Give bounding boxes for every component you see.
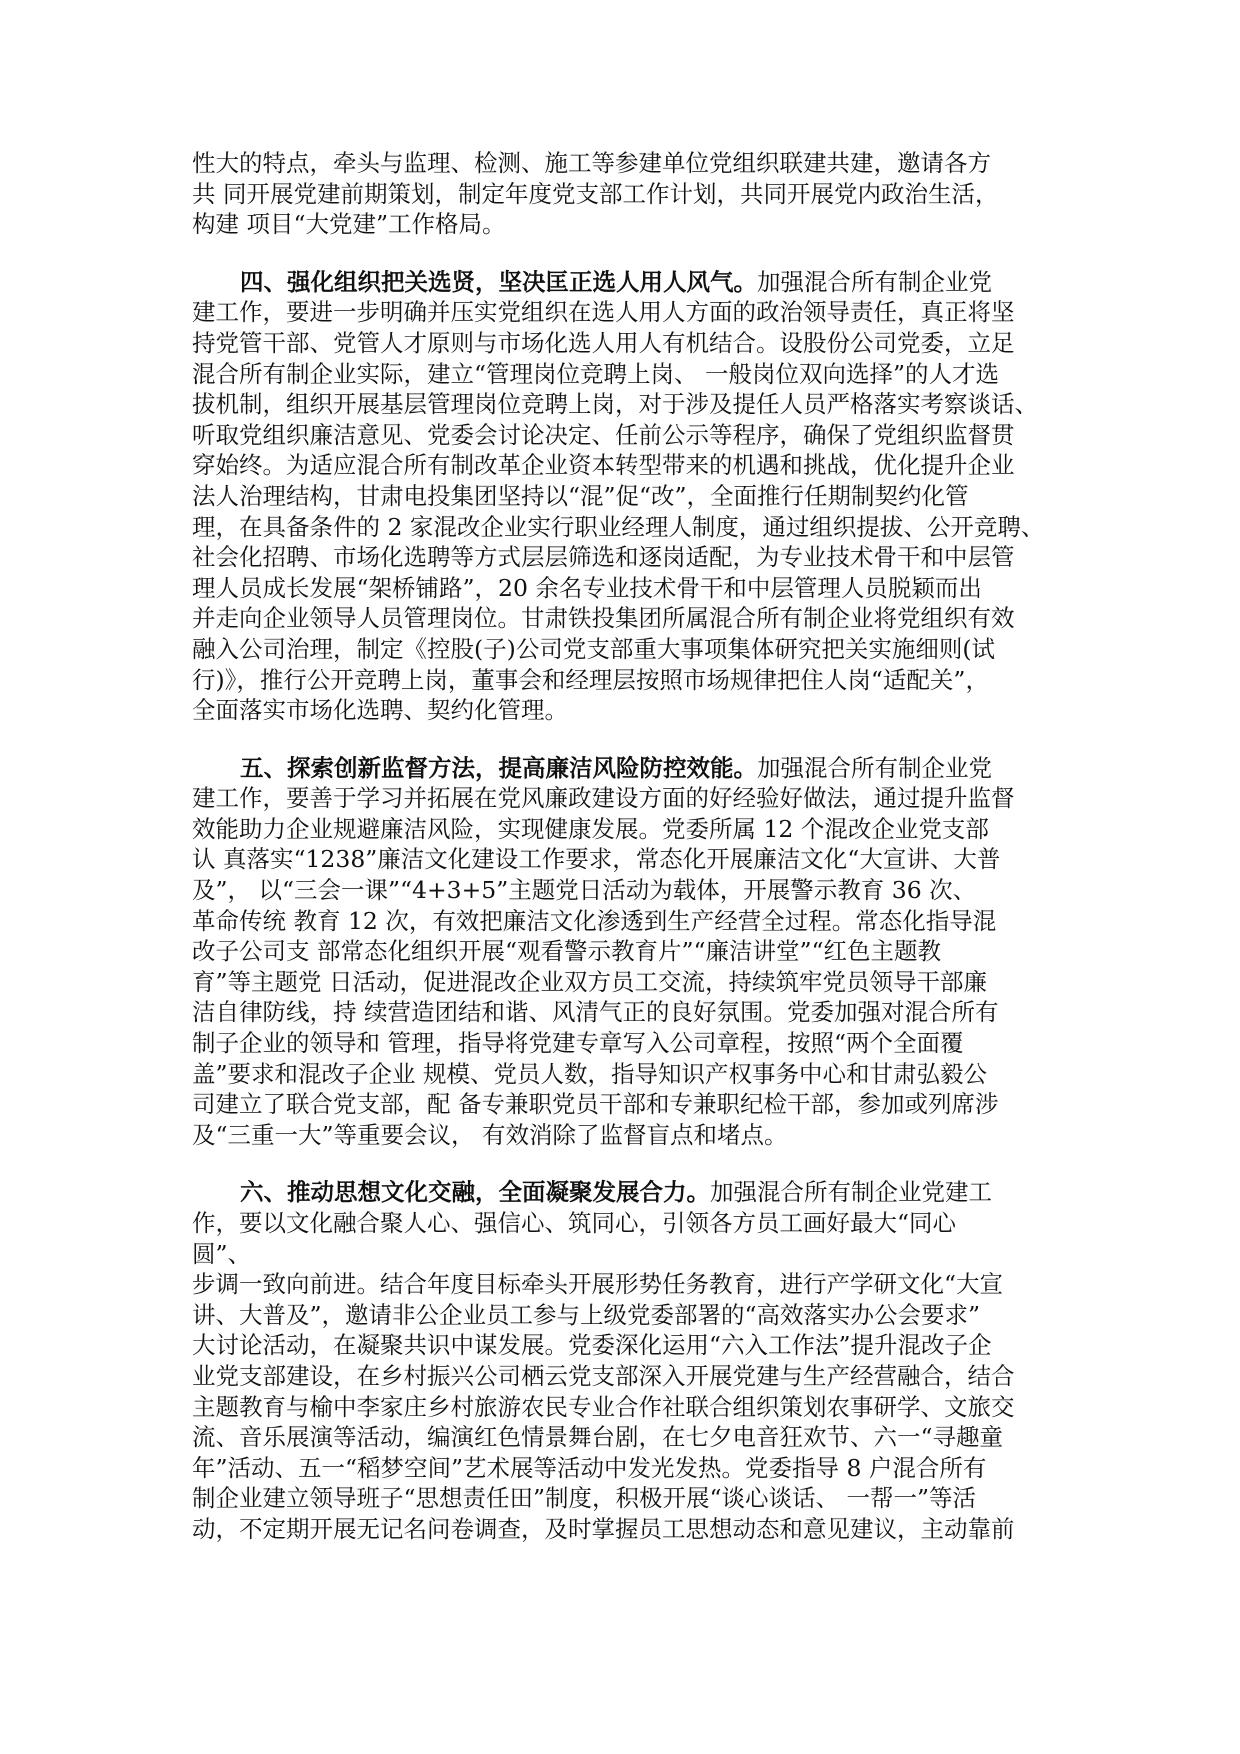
paragraph-section-6 [192, 1177, 1052, 1544]
text-line: 盖”要求和混改子企业 规模、党员人数，指导知识产权事务中心和甘肃弘毅公 [192, 1059, 987, 1088]
text-line: 理，在具备条件的 2 家混改企业实行职业经理人制度，通过组织提拔、公开竞聘、 [192, 512, 1045, 541]
text-line: 理人员成长发展“架桥铺路”，20 余名专业技术骨干和中层管理人员脱颖而出 [192, 573, 982, 602]
text-line: 建工作，要进一步明确并压实党组织在选人用人方面的政治领导责任，真正将坚 [192, 298, 1015, 327]
text-line: 制企业建立领导班子“思想责任田”制度，积极开展“谈心谈话、 一帮一”等活 [192, 1484, 977, 1513]
text-line: 社会化招聘、市场化选聘等方式层层筛选和逐岗适配，为专业技术骨干和中层管 [192, 543, 1015, 572]
text-line: 讲、大普及”，邀请非公企业员工参与上级党委部署的“高效落实办公会要求” [192, 1300, 981, 1329]
text-line [192, 753, 1052, 784]
text-line: 改子公司支 部常态化组织开展“观看警示教育片”“廉洁讲堂”“红色主题教 [192, 937, 942, 966]
paragraph-continuation [192, 148, 1052, 240]
paragraph-section-4 [192, 267, 1052, 726]
text-line: 融入公司治理，制定《控股(子)公司党支部重大事项集体研究把关实施细则(试 [192, 634, 996, 663]
text-line: 圆”、 [192, 1239, 252, 1268]
text-line: 动，不定期开展无记名问卷调查，及时掌握员工思想动态和意见建议，主动靠前 [192, 1514, 1015, 1543]
text-line: 认 真落实“1238”廉洁文化建设工作要求，常态化开展廉洁文化“大宣讲、大普 [192, 845, 1001, 874]
text-line: 育”等主题党 日活动，促进混改企业双方员工交流，持续筑牢党员领导干部廉 [192, 967, 987, 996]
text-line: 及“三重一大”等重要会议， 有效消除了监督盲点和堵点。 [192, 1120, 788, 1149]
paragraph-section-5 [192, 753, 1052, 1151]
text-line: 效能助力企业规避廉洁风险，实现健康发展。党委所属 12 个混改企业党支部 [192, 814, 989, 843]
text-run: 加强混合所有制企业党 [757, 753, 992, 782]
text-line: 洁自律防线，持 续营造团结和谐、风清气正的良好氛围。党委加强对混合所有 [192, 998, 999, 1027]
text-line: 年”活动、五一“稻梦空间”艺术展等活动中发光发热。党委指导 8 户混合所有 [192, 1453, 987, 1482]
text-line: 法人治理结构，甘肃电投集团坚持以“混”促“改”，全面推行任期制契约化管 [192, 481, 969, 510]
text-line: 建工作，要善于学习并拓展在党风廉政建设方面的好经验好做法，通过提升监督 [192, 784, 1015, 813]
text-line: 主题教育与榆中李家庄乡村旅游农民专业合作社联合组织策划农事研学、文旅交 [192, 1392, 1015, 1421]
text-line: 全面落实市场化选聘、契约化管理。 [192, 696, 568, 725]
text-line: 性大的特点，牵头与监理、检测、施工等参建单位党组织联建共建，邀请各方 [192, 149, 991, 177]
text-line: 听取党组织廉洁意见、党委会讨论决定、任前公示等程序，确保了党组织监督贯 [192, 420, 1015, 449]
text-line: 及”， 以“三会一课”“4+3+5”主题党日活动为载体，开展警示教育 36 次、 [192, 876, 977, 905]
text-line: 混合所有制企业实际，建立“管理岗位竞聘上岗、 一般岗位双向选择”的人才选 [192, 359, 999, 388]
text-line: 拔机制，组织开展基层管理岗位竞聘上岗，对于涉及提任人员严格落实考察谈话、 [192, 390, 1038, 419]
text-line: 作，要以文化融合聚人心、强信心、筑同心，引领各方员工画好最大“同心 [192, 1209, 957, 1237]
text-line: 共 同开展党建前期策划，制定年度党支部工作计划，共同开展党内政治生活， [192, 179, 999, 208]
text-line: 并走向企业领导人员管理岗位。甘肃铁投集团所属混合所有制企业将党组织有效 [192, 604, 1015, 633]
text-line: 构建 项目“大党建”工作格局。 [192, 210, 506, 239]
text-run: 加强混合所有制企业党建工 [710, 1178, 992, 1207]
section-heading-4: 四、强化组织把关选贤，坚决匡正选人用人风气。 [240, 267, 757, 296]
text-line: 步调一致向前进。结合年度目标牵头开展形势任务教育，进行产学研文化“大宣 [192, 1270, 1004, 1299]
section-heading-6: 六、推动思想文化交融，全面凝聚发展合力。 [240, 1178, 710, 1207]
text-line: 穿始终。为适应混合所有制改革企业资本转型带来的机遇和挑战，优化提升企业 [192, 451, 1015, 480]
text-line [192, 1177, 1052, 1208]
text-line: 行)》，推行公开竞聘上岗，董事会和经理层按照市场规律把住人岗“适配关”， [192, 665, 989, 694]
text-run: 加强混合所有制企业党 [757, 267, 992, 296]
text-line: 司建立了联合党支部，配 备专兼职党员干部和专兼职纪检干部，参加或列席涉 [192, 1090, 999, 1119]
text-line: 革命传统 教育 12 次，有效把廉洁文化渗透到生产经营全过程。常态化指导混 [192, 906, 997, 935]
document-page [192, 148, 1052, 1572]
text-line: 制子企业的领导和 管理，指导将党建专章写入公司章程，按照“两个全面覆 [192, 1029, 964, 1058]
text-line: 流、音乐展演等活动，编演红色情景舞台剧，在七夕电音狂欢节、六一“寻趣童 [192, 1423, 1004, 1452]
text-line: 持党管干部、党管人才原则与市场化选人用人有机结合。设股份公司党委，立足 [192, 328, 1015, 357]
text-line: 业党支部建设，在乡村振兴公司栖云党支部深入开展党建与生产经营融合，结合 [192, 1361, 1015, 1390]
text-line [192, 267, 1052, 298]
text-line: 大讨论活动，在凝聚共识中谋发展。党委深化运用“六入工作法”提升混改子企 [192, 1331, 992, 1360]
section-heading-5: 五、探索创新监督方法，提高廉洁风险防控效能。 [240, 753, 757, 782]
